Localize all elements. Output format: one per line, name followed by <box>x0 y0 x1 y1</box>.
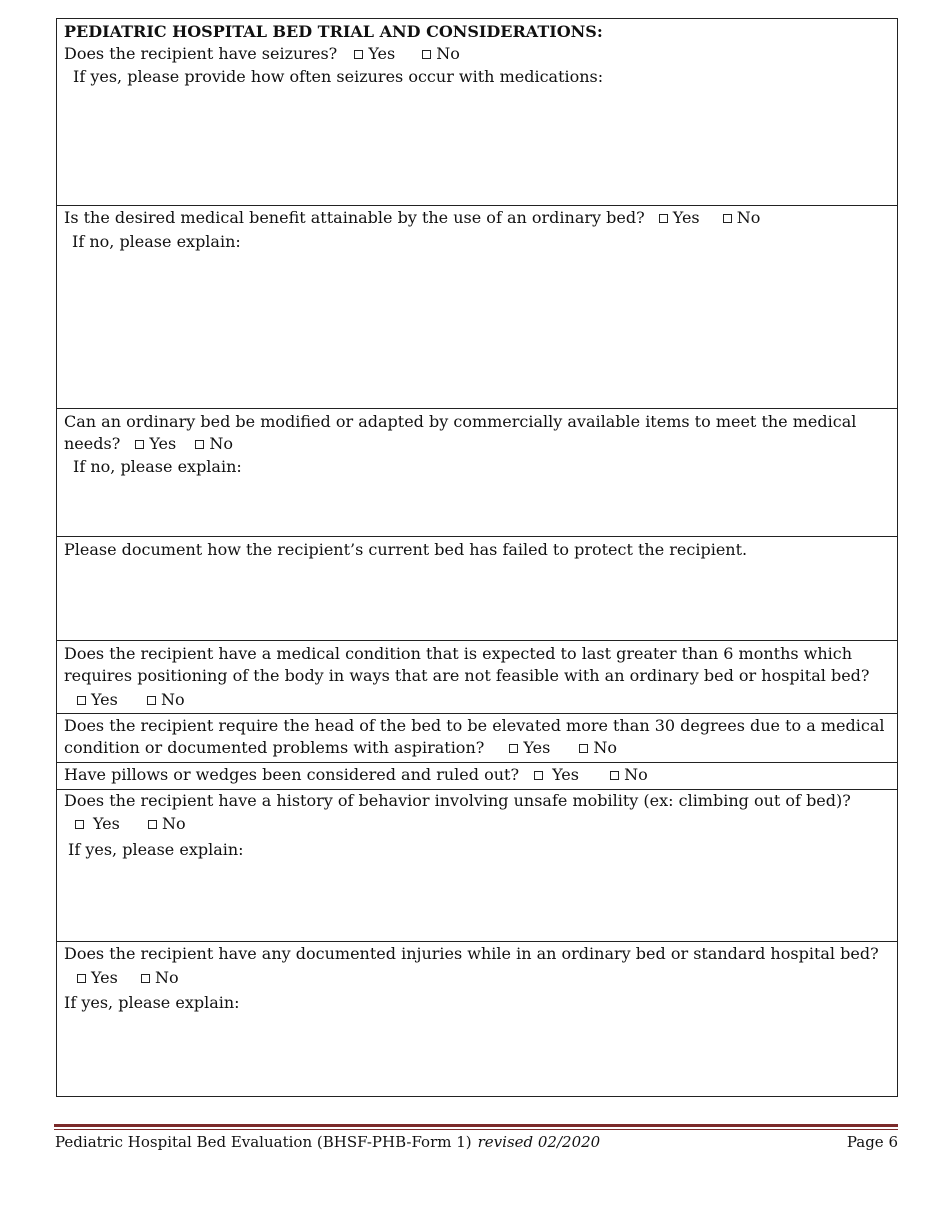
question-text: Does the recipient have seizures? <box>64 44 338 63</box>
question-head-elevation-cont <box>64 737 890 759</box>
yes-checkbox[interactable] <box>135 440 144 449</box>
followup-ordinary-bed-benefit: If no, please explain: <box>72 232 241 251</box>
yes-label: Yes <box>91 690 118 709</box>
yes-label: Yes <box>93 814 120 833</box>
section-documented-injuries <box>57 942 897 1096</box>
yes-label: Yes <box>523 738 551 757</box>
no-checkbox[interactable] <box>422 50 431 59</box>
footer-revised: revised 02/2020 <box>477 1133 601 1151</box>
no-label: No <box>436 44 460 63</box>
question-unsafe-mobility: Does the recipient have a history of behavior involving unsafe mobility (ex: climbing out of bed)? <box>64 791 851 810</box>
yes-label: Yes <box>149 434 177 453</box>
question-documented-injuries: Does the recipient have any documented injuries while in an ordinary bed or standard hospital bed? <box>64 944 879 963</box>
yes-label: Yes <box>552 765 579 784</box>
no-checkbox[interactable] <box>141 974 150 983</box>
options-long-term-positioning <box>64 687 890 713</box>
no-label: No <box>161 814 186 833</box>
question-head-elevation: Does the recipient require the head of the bed to be elevated more than 30 degrees due to a medical <box>64 716 885 735</box>
question-ordinary-bed-modified-cont <box>64 433 890 455</box>
yes-label: Yes <box>91 968 118 987</box>
question-current-bed-failed: Please document how the recipient’s current bed has failed to protect the recipient. <box>64 540 748 559</box>
followup-ordinary-bed-modified: If no, please explain: <box>73 457 242 476</box>
no-label: No <box>209 434 233 453</box>
footer-form-name <box>55 1131 600 1153</box>
question-long-term-positioning: Does the recipient have a medical condition that is expected to last greater than 6 months which <box>64 644 853 663</box>
section-seizures <box>57 19 897 206</box>
no-checkbox[interactable] <box>148 820 157 829</box>
options-unsafe-mobility <box>64 812 890 836</box>
followup-seizures: If yes, please provide how often seizures occur with medications: <box>73 67 604 86</box>
section-head-elevation <box>57 714 897 763</box>
no-checkbox[interactable] <box>610 771 619 780</box>
yes-checkbox[interactable] <box>77 696 86 705</box>
yes-checkbox[interactable] <box>509 744 518 753</box>
no-label: No <box>736 208 761 227</box>
section-pillows-wedges <box>57 763 897 790</box>
question-ordinary-bed-modified: Can an ordinary bed be modified or adapted by commercially available items to meet the medical <box>64 412 857 431</box>
bed-trial-form <box>56 18 898 1097</box>
no-label: No <box>593 738 618 757</box>
followup-unsafe-mobility: If yes, please explain: <box>68 840 244 859</box>
yes-checkbox[interactable] <box>77 974 86 983</box>
no-label: No <box>624 765 648 784</box>
question-text-cont: needs? <box>64 434 121 453</box>
no-label: No <box>160 690 185 709</box>
footer-rule-thick <box>54 1124 898 1127</box>
no-checkbox[interactable] <box>723 214 732 223</box>
yes-checkbox[interactable] <box>354 50 363 59</box>
yes-label: Yes <box>368 44 396 63</box>
no-checkbox[interactable] <box>579 744 588 753</box>
no-label: No <box>154 968 179 987</box>
form-title: PEDIATRIC HOSPITAL BED TRIAL AND CONSIDERATIONS: <box>64 22 603 41</box>
no-checkbox[interactable] <box>147 696 156 705</box>
yes-checkbox[interactable] <box>659 214 668 223</box>
question-long-term-positioning-cont: requires positioning of the body in ways that are not feasible with an ordinary bed or hospital bed? <box>64 666 870 685</box>
page-number: Page 6 <box>846 1133 898 1151</box>
section-ordinary-bed-benefit <box>57 206 897 409</box>
question-text: Have pillows or wedges been considered and ruled out? <box>64 765 520 784</box>
question-pillows-wedges <box>64 764 890 786</box>
options-documented-injuries <box>64 965 890 991</box>
question-seizures <box>64 43 890 65</box>
no-checkbox[interactable] <box>195 440 204 449</box>
section-current-bed-failed <box>57 537 897 641</box>
footer-rule-thin <box>54 1129 898 1130</box>
followup-documented-injuries: If yes, please explain: <box>64 993 240 1012</box>
yes-checkbox[interactable] <box>534 771 543 780</box>
question-text: Is the desired medical benefit attainable by the use of an ordinary bed? <box>64 208 645 227</box>
section-unsafe-mobility <box>57 790 897 942</box>
section-ordinary-bed-modified <box>57 409 897 537</box>
question-text-cont: condition or documented problems with aspiration? <box>64 738 485 757</box>
section-long-term-positioning <box>57 641 897 714</box>
question-ordinary-bed-benefit <box>64 206 890 230</box>
footer-form-title: Pediatric Hospital Bed Evaluation (BHSF-PHB-Form 1) <box>55 1133 472 1151</box>
yes-label: Yes <box>672 208 700 227</box>
yes-checkbox[interactable] <box>75 820 84 829</box>
